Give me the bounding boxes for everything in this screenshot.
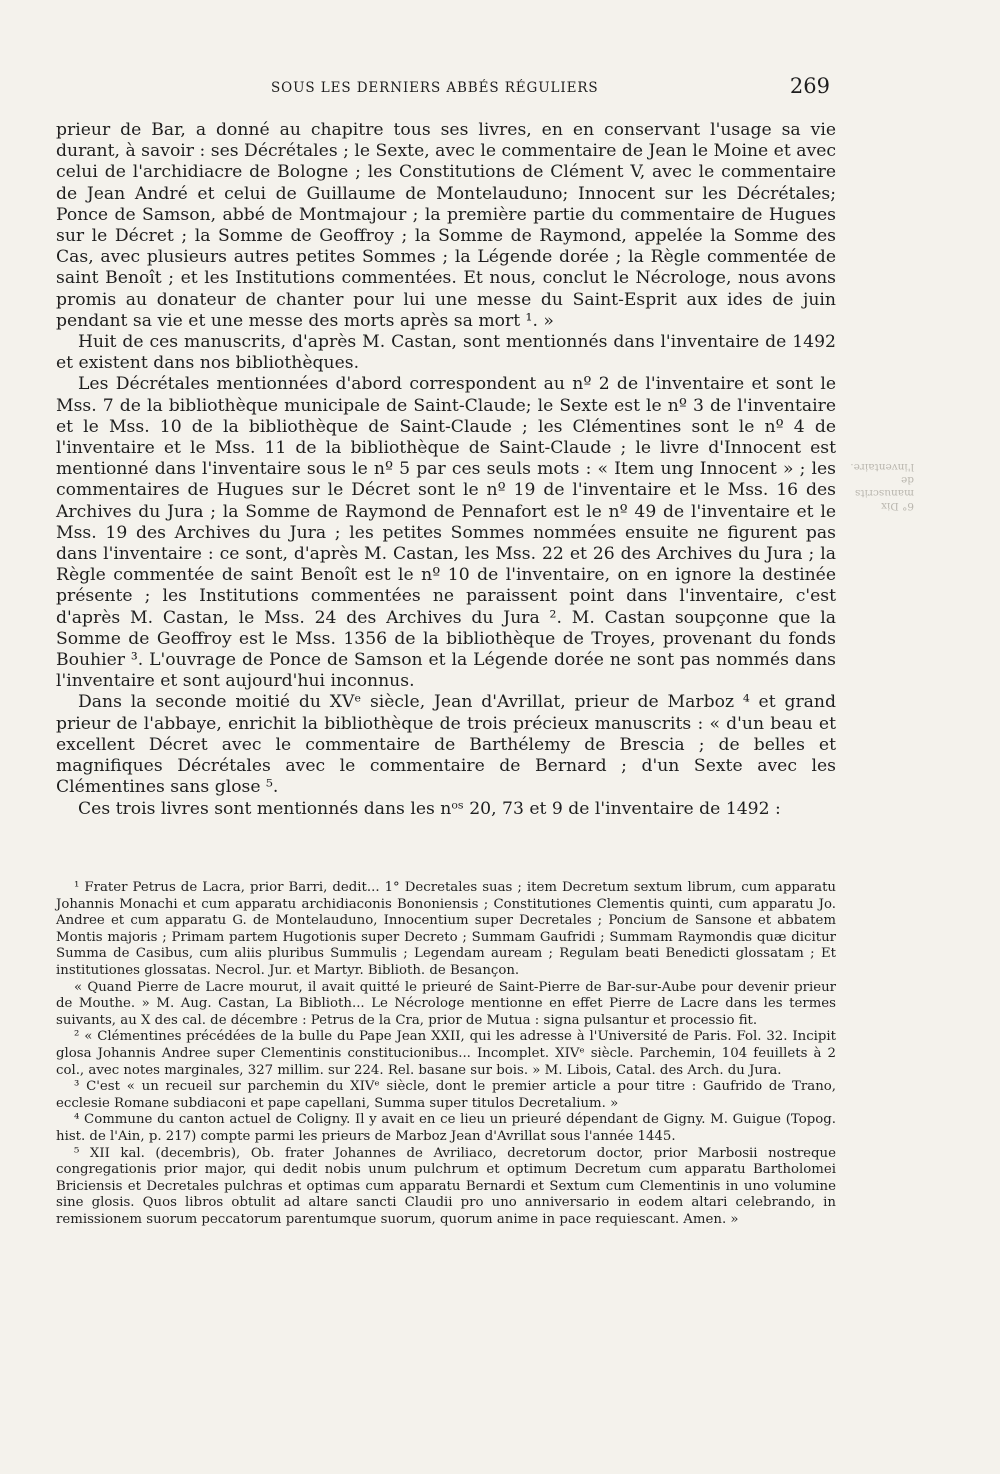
paragraph-1: prieur de Bar, a donné au chapitre tous ses livres, en en conservant l'usage sa vie durant, à savoir : ses Décrétales ; le Sexte, avec le commentaire de Jean le Moine et avec celui de l'archidiacre de Bologne ; les Constitutions de Clément V, avec le commentaire de Jean André et celui de Guillaume de Montelauduno; Innocent sur les Décrétales; Ponce de Samson, abbé de Montmajour ; la première partie du commentaire de Hugues sur le Décret ; la Somme de Geoffroy ; la Somme de Raymond, appelée la Somme des Cas, avec plusieurs autres petites Sommes ; la Légende dorée ; la Règle commentée de saint Benoît ; et les Institutions commentées. Et nous, conclut le Nécrologe, nous avons promis au donateur de chanter pour lui une messe du Saint-Esprit aux ides de juin pendant sa vie et une messe des morts après sa mort ¹. » <box>56 120 836 331</box>
footnote-4: ⁴ Commune du canton actuel de Coligny. Il y avait en ce lieu un prieuré dépendant de Gigny. M. Guigue (Topog. hist. de l'Ain, p. 217) compte parmi les prieurs de Marboz Jean d'Avrillat sous l'année 1445. <box>56 1112 836 1144</box>
paragraph-2: Huit de ces manuscrits, d'après M. Castan, sont mentionnés dans l'inventaire de 1492 et existent dans nos bibliothèques. <box>56 332 836 374</box>
running-head: SOUS LES DERNIERS ABBÉS RÉGULIERS <box>271 80 599 96</box>
paragraph-4: Dans la seconde moitié du XVᵉ siècle, Jean d'Avrillat, prieur de Marboz ⁴ et grand prieur de l'abbaye, enrichit la bibliothèque de trois précieux manuscrits : « d'un beau et excellent Décret avec le commentaire de Barthélemy de Brescia ; de belles et magnifiques Décrétales avec le commentaire de Bernard ; d'un Sexte avec les Clémentines sans glose ⁵. <box>56 692 836 798</box>
footnote-2: ² « Clémentines précédées de la bulle du Pape Jean XXII, qui les adresse à l'Université de Paris. Fol. 32. Incipit glosa Johannis Andree super Clementinis constitucionibus... Incomplet. XIVᵉ siècle. Parchemin, 104 feuillets à 2 col., avec notes marginales, 327 millim. sur 224. Rel. basane sur bois. » M. Libois, Catal. des Arch. du Jura. <box>56 1029 836 1078</box>
footnote-1-continued: « Quand Pierre de Lacre mourut, il avait quitté le prieuré de Saint-Pierre de Bar-sur-Aube pour devenir prieur de Mouthe. » M. Aug. Castan, La Biblioth... Le Nécrologe mentionne en effet Pierre de Lacre dans les termes suivants, au X des cal. de décembre : Petrus de la Cra, prior de Mutua : signa pulsantur et processio fit. <box>56 979 836 1028</box>
footnote-5: ⁵ XII kal. (decembris), Ob. frater Johannes de Avriliaco, decretorum doctor, prior Marbosii nostreque congregationis prior major, qui dedit nobis unum pulchrum et optimum Decretum cum apparatu Bartholomei Briciensis et Decretales pulchras et optimas cum apparatu Bernardi et Sextum cum Clementinis in uno volumine sine glosis. Quos libros obtulit ad altare sancti Claudii pro uno anniversario in eodem altari celebrando, in remissionem suorum peccatorum parentumque suorum, quorum anime in pace requiescant. Amen. » <box>56 1145 836 1227</box>
paragraph-5: Ces trois livres sont mentionnés dans les nᵒˢ 20, 73 et 9 de l'inventaire de 1492 : <box>78 798 781 819</box>
page-number: 269 <box>789 74 830 98</box>
paragraph-3: Les Décrétales mentionnées d'abord correspondent au nº 2 de l'inventaire et sont le Mss. 7 de la bibliothèque municipale de Saint-Claude; le Sexte est le nº 3 de l'inventaire et le Mss. 10 de la bibliothèque de Saint-Claude ; les Clémentines sont le nº 4 de l'inventaire et le Mss. 11 de la bibliothèque de Saint-Claude ; le livre d'Innocent est mentionné dans l'inventaire sous le nº 5 par ces seuls mots : « Item ung Innocent » ; les commentaires de Hugues sur le Décret sont le nº 19 de l'inventaire et le Mss. 16 des Archives du Jura ; la Somme de Raymond de Pennafort est le nº 49 de l'inventaire et le Mss. 19 des Archives du Jura ; les petites Sommes nommées ensuite ne figurent pas dans l'inventaire : ce sont, d'après M. Castan, les Mss. 22 et 26 des Archives du Jura ; la Règle commentée de saint Benoît est le nº 10 de l'inventaire, on en ignore la destinée présente ; les Institutions commentées ne paraissent point dans l'inventaire, c'est d'après M. Castan, le Mss. 24 des Archives du Jura ². M. Castan soupçonne que la Somme de Geoffroy est le Mss. 1356 de la bibliothèque de Troyes, provenant du fonds Bouhier ³. L'ouvrage de Ponce de Samson et la Légende dorée ne sont pas nommés dans l'inventaire et sont aujourd'hui inconnus. <box>56 374 836 692</box>
footnote-3: ³ C'est « un recueil sur parchemin du XIVᵉ siècle, dont le premier article a pour titre : Gaufrido de Trano, ecclesie Romane subdiaconi et pape capellani, Summa super titulos Decretalium. » <box>56 1079 836 1111</box>
footnote-1: ¹ Frater Petrus de Lacra, prior Barri, dedit... 1° Decretales suas ; item Decretum sextum librum, cum apparatu Johannis Monachi et cum apparatu archidiaconis Bononiensis ; Constitutiones Clementis quinti, cum apparatu Jo. Andree et cum apparatu G. de Montelauduno, Innocentium super Decretales ; Poncium de Sansone et abbatem Montis majoris ; Primam partem Hugotionis super Decreto ; Summam Gaufridi ; Summam Raymondis quæ dicitur Summa de Casibus, cum aliis pluribus Summulis ; Legendam auream ; Regulam beati Benedicti glossatam ; Et institutiones glossatas. Necrol. Jur. et Martyr. Biblioth. de Besançon. <box>56 880 836 978</box>
body-text <box>56 120 836 820</box>
margin-note: 6° Dix manuscrits de l'inventaire. <box>850 461 914 512</box>
page-header <box>56 74 836 104</box>
footnotes <box>56 880 836 1228</box>
